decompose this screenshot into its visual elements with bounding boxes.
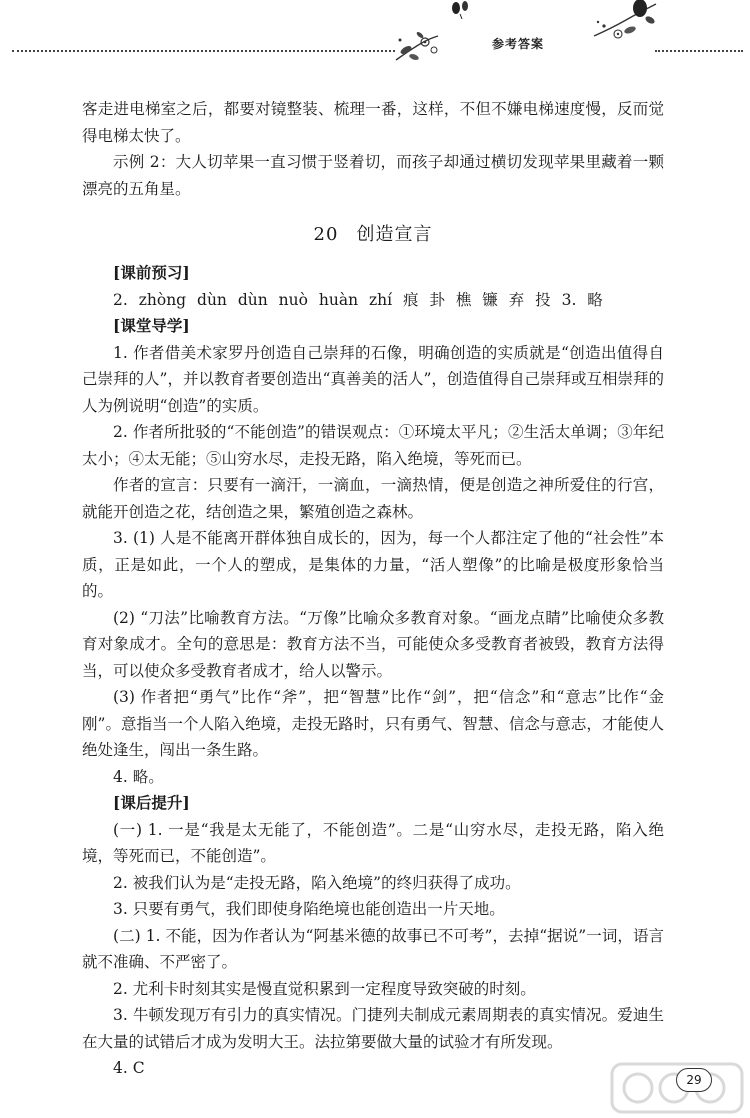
answer-paragraph: 4. 略。 (113, 767, 164, 786)
header-divider-left (12, 50, 395, 52)
answer-paragraph: 1. 作者借美术家罗丹创造自己崇拜的石像，明确创造的实质就是“创造出值得自己崇拜的人”，并以教育者要创造出“真善美的活人”，创造值得自己崇拜或互相崇拜的人为例说明“创造”的实质。 (82, 343, 664, 415)
intro-paragraph: 示例 2：大人切苹果一直习惯于竖着切，而孩子却通过横切发现苹果里藏着一颗漂亮的五角星。 (82, 153, 664, 198)
answer-paragraph: 3. 牛顿发现万有引力的真实情况。门捷列夫制成元素周期表的真实情况。爱迪生在大量的试错后才成为发明大王。法拉第要做大量的试验才有所发现。 (82, 1006, 664, 1051)
answer-paragraph: 2. 尤利卡时刻其实是慢直觉积累到一定程度导致突破的时刻。 (113, 979, 536, 998)
chapter-title (82, 222, 664, 248)
intro-paragraph: 客走进电梯室之后，都要对镜整装、梳理一番，这样，不但不嫌电梯速度慢，反而觉得电梯太快了。 (82, 100, 664, 145)
answer-paragraph: 2. 作者所批驳的“不能创造”的错误观点：①环境太平凡；②生活太单调；③年纪太小；④太无能；⑤山穷水尽，走投无路，陷入绝境，等死而已。 (82, 423, 664, 468)
answer-paragraph: 3. 只要有勇气，我们即使身陷绝境也能创造出一片天地。 (113, 900, 505, 918)
watermark-logo (610, 1060, 745, 1116)
section-heading-preview: [课前预习] (113, 263, 190, 282)
answer-paragraph: 4. C (113, 1059, 145, 1077)
answer-paragraph: 作者的宣言：只要有一滴汗，一滴血，一滴热情，便是创造之神所爱住的行宫，就能开创造之花，结创造之果，繁殖创造之森林。 (82, 476, 664, 521)
answer-paragraph: (一) 1. 一是“我是太无能了，不能创造”。二是“山穷水尽，走投无路，陷入绝境，等死而已，不能创造”。 (82, 820, 664, 865)
preview-answers: 2. zhòng dùn dùn nuò huàn zhí 痕 卦 樵 镰 弃 投 3. 略 (113, 290, 603, 309)
answer-paragraph: 3. (1) 人是不能离开群体独自成长的，因为，每一个人都注定了他的“社会性”本质，正是如此，一个人的塑成，是集体的力量，“活人塑像”的比喻是极度形象恰当的。 (82, 529, 664, 600)
flower-icon (448, 0, 474, 20)
section-heading-after-class: [课后提升] (113, 793, 190, 812)
flower-icon (392, 30, 442, 68)
flower-icon (590, 0, 660, 50)
page-body (82, 96, 664, 1082)
answer-paragraph: 2. 被我们认为是“走投无路，陷入绝境”的终归获得了成功。 (113, 873, 521, 892)
header-title: 参考答案 (492, 37, 545, 51)
section-heading-classroom: [课堂导学] (113, 316, 190, 335)
answer-paragraph: (3) 作者把“勇气”比作“斧”，把“智慧”比作“剑”，把“信念”和“意志”比作“金刚”。意指当一个人陷入绝境，走投无路时，只有勇气、智慧、信念与意志，才能使人绝处逢生，闯出一条生路。 (82, 688, 664, 759)
answer-paragraph: (二) 1. 不能，因为作者认为“阿基米德的故事已不可考”，去掉“据说”一词，语言就不准确、不严密了。 (82, 926, 664, 971)
page-number: 29 (676, 1068, 712, 1092)
header-divider-right (655, 50, 743, 52)
answer-paragraph: (2) “刀法”比喻教育方法。“万像”比喻众多教育对象。“画龙点睛”比喻使众多教育对象成才。全句的意思是：教育方法不当，可能使众多受教育者被毁，教育方法得当，可以使众多受教育者成才，给人以警示。 (82, 608, 664, 680)
page-header (0, 0, 750, 70)
chapter-number: 20 (313, 224, 339, 245)
chapter-name: 创造宣言 (356, 224, 433, 245)
